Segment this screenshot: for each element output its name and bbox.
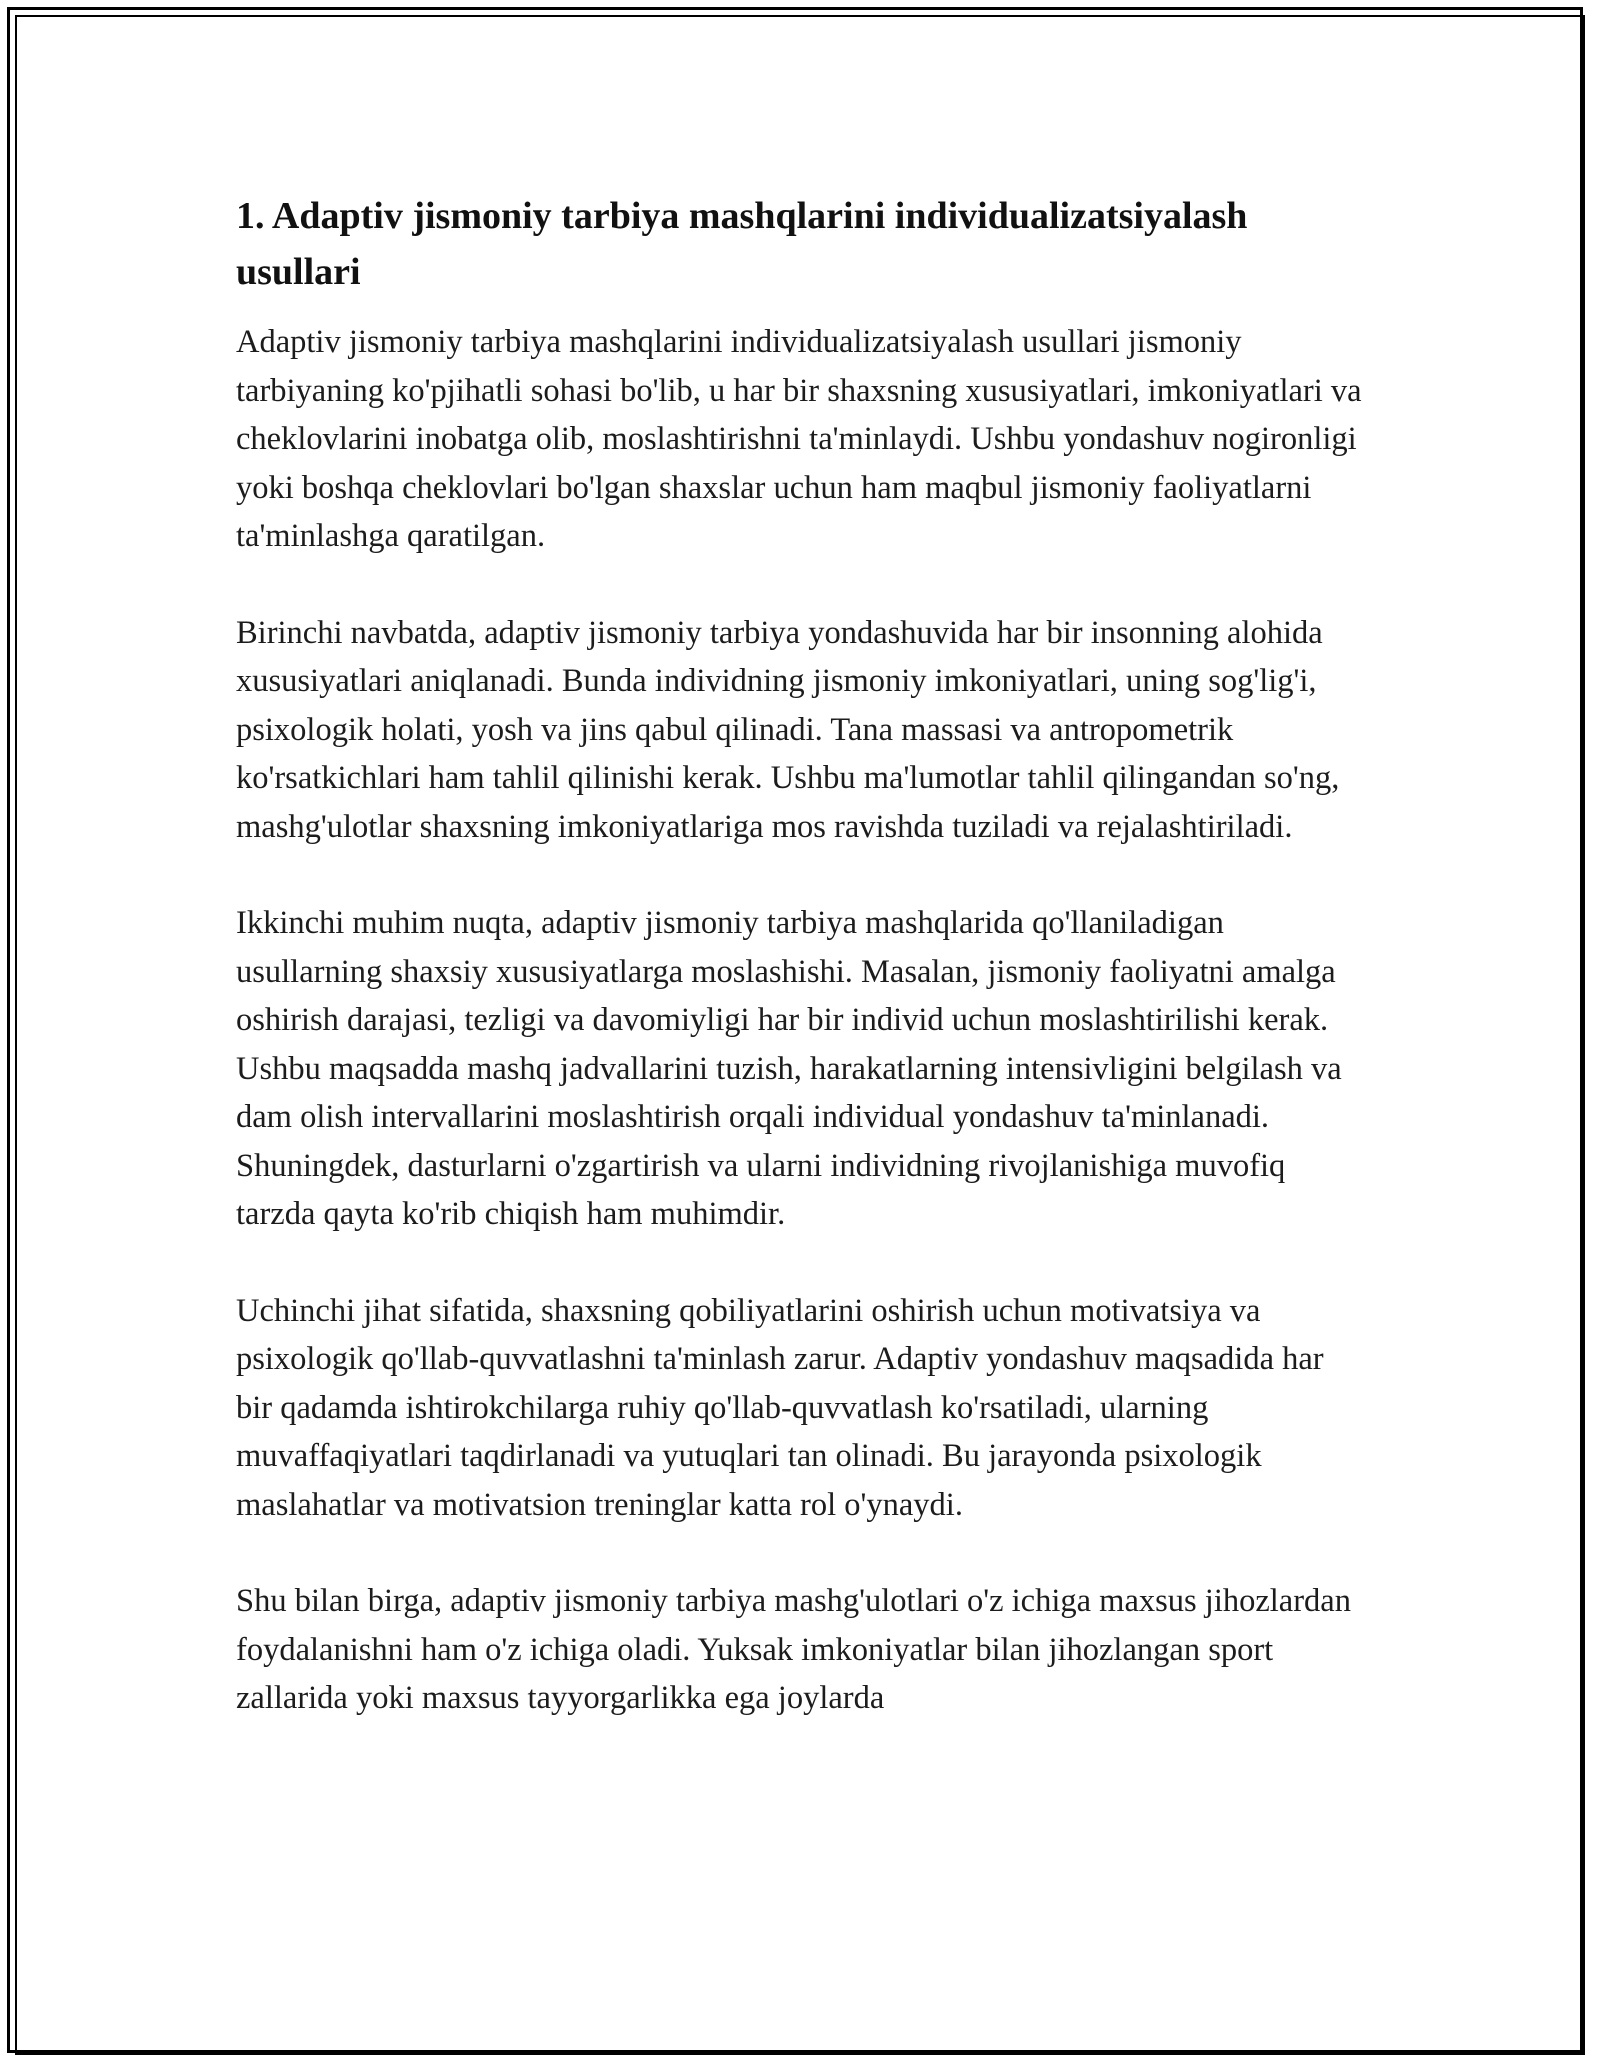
paragraph-5: Shu bilan birga, adaptiv jismoniy tarbiya mashg'ulotlari o'z ichiga maxsus jihozlardan foydalanishni ham o'z ichiga oladi. Yuksak imkoniyatlar bilan jihozlangan sport zallarida yoki maxsus tayyorgarlikka ega joylarda — [236, 1583, 1351, 1716]
section-heading: 1. Adaptiv jismoniy tarbiya mashqlarini individualizatsiyalash usullari — [236, 195, 1248, 293]
paragraph-2: Birinchi navbatda, adaptiv jismoniy tarbiya yondashuvida har bir insonning alohida xususiyatlari aniqlanadi. Bunda individning jismoniy imkoniyatlari, uning sog'lig'i, psixologik holati, yosh va jins qabul qilinadi. Tana massasi va antropometrik ko'rsatkichlari ham tahlil qilinishi kerak. Ushbu ma'lumotlar tahlil qilingandan so'ng, mashg'ulotlar shaxsning imkoniyatlariga mos ravishda tuziladi va rejalashtiriladi. — [236, 614, 1340, 845]
paragraph-3: Ikkinchi muhim nuqta, adaptiv jismoniy tarbiya mashqlarida qo'llaniladigan usullarning shaxsiy xususiyatlarga moslashishi. Masalan, jismoniy faoliyatni amalga oshirish darajasi, tezligi va davomiyligi har bir individ uchun moslashtirilishi kerak. Ushbu maqsadda mashq jadvallarini tuzish, harakatlarning intensivligini belgilash va dam olish intervallarini moslashtirish orqali individual yondashuv ta'minlanadi. Shuningdek, dasturlarni o'zgartirish va ularni individning rivojlanishiga muvofiq tarzda qayta ko'rib chiqish ham muhimdir. — [236, 905, 1342, 1232]
document-body — [236, 188, 1366, 1771]
paragraph-1: Adaptiv jismoniy tarbiya mashqlarini individualizatsiyalash usullari jismoniy tarbiyaning ko'pjihatli sohasi bo'lib, u har bir shaxsning xususiyatlari, imkoniyatlari va cheklovlarini inobatga olib, moslashtirishni ta'minlaydi. Ushbu yondashuv nogironligi yoki boshqa cheklovlari bo'lgan shaxslar uchun ham maqbul jismoniy faoliyatlarni ta'minlashga qaratilgan. — [236, 324, 1362, 554]
paragraph-4: Uchinchi jihat sifatida, shaxsning qobiliyatlarini oshirish uchun motivatsiya va psixologik qo'llab-quvvatlashni ta'minlash zarur. Adaptiv yondashuv maqsadida har bir qadamda ishtirokchilarga ruhiy qo'llab-quvvatlash ko'rsatiladi, ularning muvaffaqiyatlari taqdirlanadi va yutuqlari tan olinadi. Bu jarayonda psixologik maslahatlar va motivatsion treninglar katta rol o'ynaydi. — [236, 1292, 1324, 1523]
